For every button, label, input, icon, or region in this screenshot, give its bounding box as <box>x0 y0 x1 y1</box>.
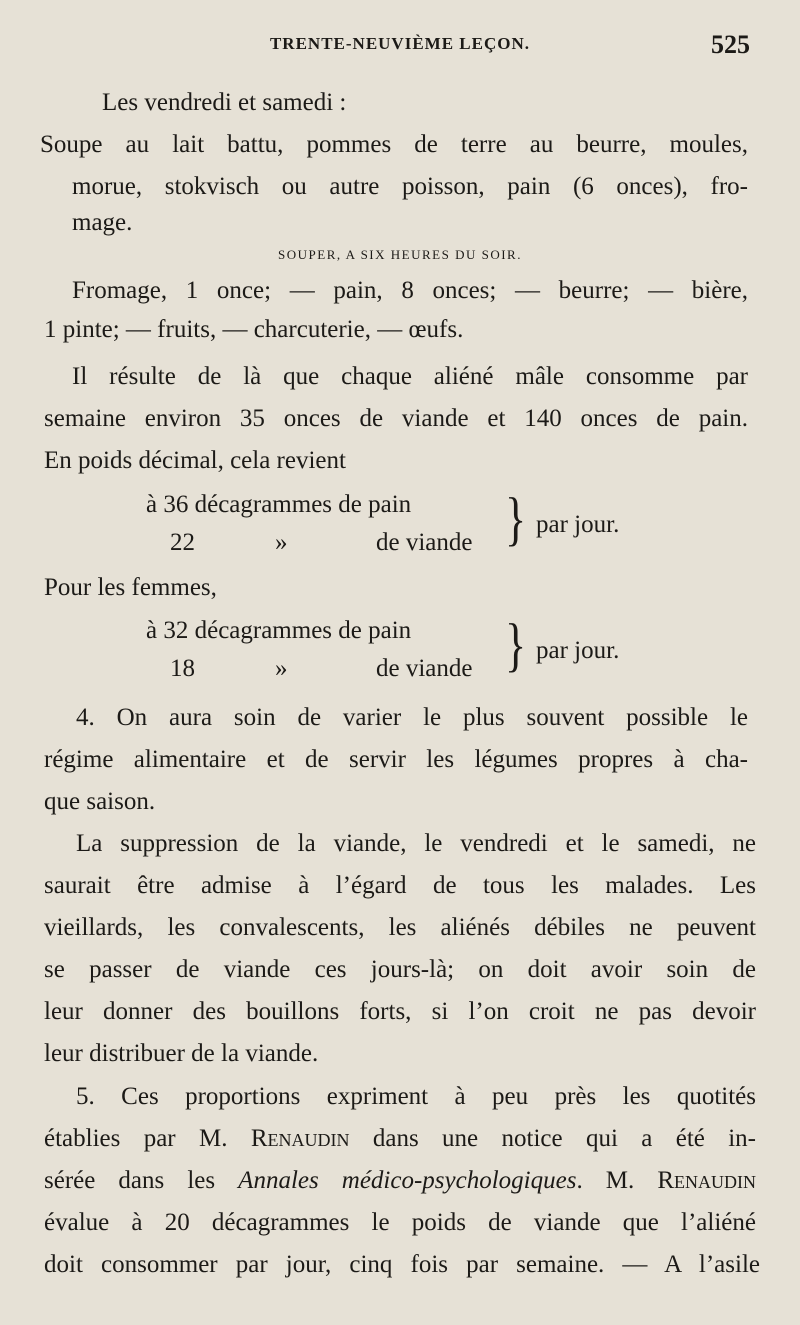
table-cell: par jour. <box>536 511 620 538</box>
text-line: 1 pinte; — fruits, — charcuterie, — œufs. <box>44 316 464 343</box>
page-number: 525 <box>711 30 750 59</box>
table-cell: par jour. <box>536 637 620 664</box>
table-cell: de viande <box>376 655 473 682</box>
text-line: Pour les femmes, <box>44 574 217 601</box>
text-line: Les vendredi et samedi : <box>102 89 347 116</box>
table-row: à 36 décagrammes de pain <box>146 491 412 518</box>
table-cell: de viande <box>376 529 473 556</box>
text-line: se passer de viande ces jours-là; on doit avoir soin de <box>44 956 756 983</box>
text-line: doit consommer par jour, cinq fois par semaine. — A l’asile <box>44 1251 760 1278</box>
table-cell: » <box>275 529 288 556</box>
text-line: Fromage, 1 once; — pain, 8 onces; — beurre; — bière, <box>72 277 748 304</box>
brace: } <box>505 611 527 679</box>
text-line: vieillards, les convalescents, les aliénés débiles ne peuvent <box>44 914 756 941</box>
text-line: morue, stokvisch ou autre poisson, pain (6 onces), fro- <box>72 173 748 200</box>
text-line: établies par M. Renaudin dans une notice qui a été in- <box>44 1125 756 1152</box>
text-line: que saison. <box>44 788 156 815</box>
table-cell: 18 <box>170 655 195 682</box>
text-line: Soupe au lait battu, pommes de terre au beurre, moules, <box>40 131 748 158</box>
table-cell: » <box>275 655 288 682</box>
text-line: leur donner des bouillons forts, si l’on croit ne pas devoir <box>44 998 756 1025</box>
running-header: TRENTE-NEUVIÈME LEÇON. <box>269 34 531 53</box>
table-row: à 32 décagrammes de pain <box>146 617 412 644</box>
text-line: Il résulte de là que chaque aliéné mâle consomme par <box>72 363 748 390</box>
text-line: La suppression de la viande, le vendredi et le samedi, ne <box>76 830 756 857</box>
table-cell: 22 <box>170 529 195 556</box>
text-line: leur distribuer de la viande. <box>44 1040 319 1067</box>
text-line: semaine environ 35 onces de viande et 140 onces de pain. <box>44 405 748 432</box>
text-line: évalue à 20 décagrammes le poids de viande que l’aliéné <box>44 1209 756 1236</box>
text-line: saurait être admise à l’égard de tous les malades. Les <box>44 872 756 899</box>
text-line: sérée dans les Annales médico-psychologiques. M. Renaudin <box>44 1167 756 1194</box>
text-line: mage. <box>72 209 133 236</box>
brace: } <box>505 485 527 553</box>
text-line: 5. Ces proportions expriment à peu près les quotités <box>76 1083 756 1110</box>
section-heading: SOUPER, A SIX HEURES DU SOIR. <box>278 247 522 262</box>
text-line: En poids décimal, cela revient <box>44 447 346 474</box>
text-line: régime alimentaire et de servir les légumes propres à cha- <box>44 746 748 773</box>
text-line: 4. On aura soin de varier le plus souvent possible le <box>76 704 748 731</box>
